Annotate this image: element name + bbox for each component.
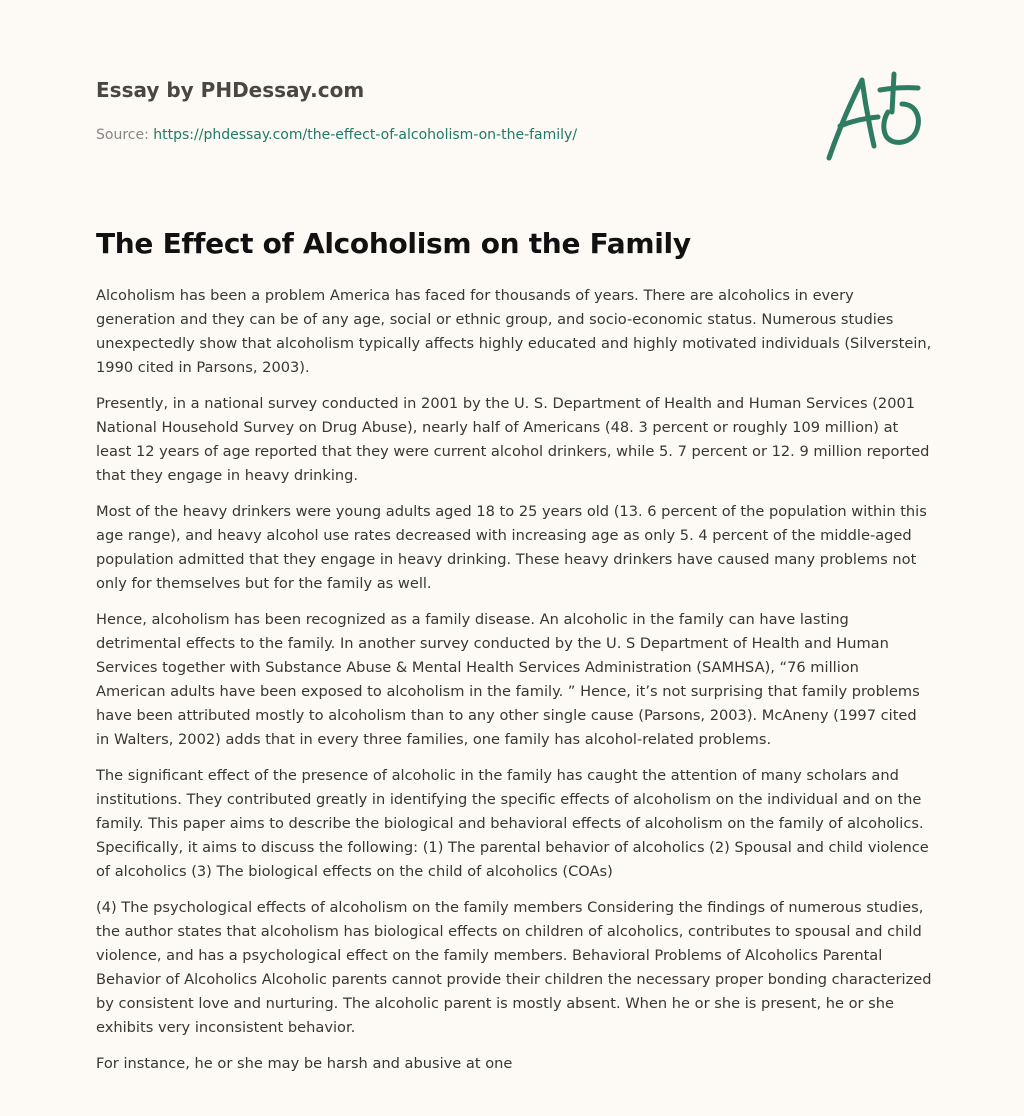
essay-title: The Effect of Alcoholism on the Family bbox=[96, 227, 691, 260]
site-name: Essay by PHDessay.com bbox=[96, 78, 365, 102]
paragraph: Alcoholism has been a problem America has faced for thousands of years. There are alcoholics in every generation and they can be of any age, social or ethnic group, and socio-economic status. Numerous studies unexpectedly show that alcoholism typically affects highly educated and highly motivated individuals (Silverstein, 1990 cited in Parsons, 2003). bbox=[96, 287, 932, 376]
paragraph: Presently, in a national survey conducted in 2001 by the U. S. Department of Health and Human Services (2001 National Household Survey on Drug Abuse), nearly half of Americans (48. 3 percent or roughly 109 million) at least 12 years of age reported that they were current alcohol drinkers, while 5. 7 percent or 12. 9 million reported that they engage in heavy drinking. bbox=[96, 395, 930, 484]
source-label: Source: bbox=[96, 127, 154, 143]
essay-header bbox=[96, 76, 696, 145]
paragraph: For instance, he or she may be harsh and abusive at one bbox=[96, 1055, 513, 1072]
paragraph: (4) The psychological effects of alcoholism on the family members Considering the findings of numerous studies, the author states that alcoholism has biological effects on children of alcoholics, contributes to spousal and child violence, and has a psychological effect on the family members. Behavioral Problems of Alcoholics Parental Behavior of Alcoholics Alcoholic parents cannot provide their children the necessary proper bonding characterized by consistent love and nurturing. The alcoholic parent is mostly absent. When he or she is present, he or she exhibits very inconsistent behavior. bbox=[96, 899, 932, 1036]
essay-body bbox=[96, 284, 932, 1088]
paragraph: Most of the heavy drinkers were young adults aged 18 to 25 years old (13. 6 percent of the population within this age range), and heavy alcohol use rates decreased with increasing age as only 5. 4 percent of the middle-aged population admitted that they engage in heavy drinking. These heavy drinkers have caused many problems not only for themselves but for the family as well. bbox=[96, 503, 927, 592]
paragraph: Hence, alcoholism has been recognized as a family disease. An alcoholic in the family can have lasting detrimental effects to the family. In another survey conducted by the U. S Department of Health and Human Services together with Substance Abuse & Mental Health Services Administration (SAMHSA), “76 million American adults have been exposed to alcoholism in the family. ” Hence, it’s not surprising that family problems have been attributed mostly to alcoholism than to any other single cause (Parsons, 2003). McAneny (1997 cited in Walters, 2002) adds that in every three families, one family has alcohol-related problems. bbox=[96, 611, 920, 748]
source-link[interactable]: https://phdessay.com/the-effect-of-alcoholism-on-the-family/ bbox=[153, 127, 578, 143]
a-plus-logo-icon bbox=[818, 66, 930, 166]
source-line bbox=[96, 125, 696, 145]
paragraph: The significant effect of the presence of alcoholic in the family has caught the attention of many scholars and institutions. They contributed greatly in identifying the specific effects of alcoholism on the individual and on the family. This paper aims to describe the biological and behavioral effects of alcoholism on the family of alcoholics. Specifically, it aims to discuss the following: (1) The parental behavior of alcoholics (2) Spousal and child violence of alcoholics (3) The biological effects on the child of alcoholics (COAs) bbox=[96, 767, 929, 880]
